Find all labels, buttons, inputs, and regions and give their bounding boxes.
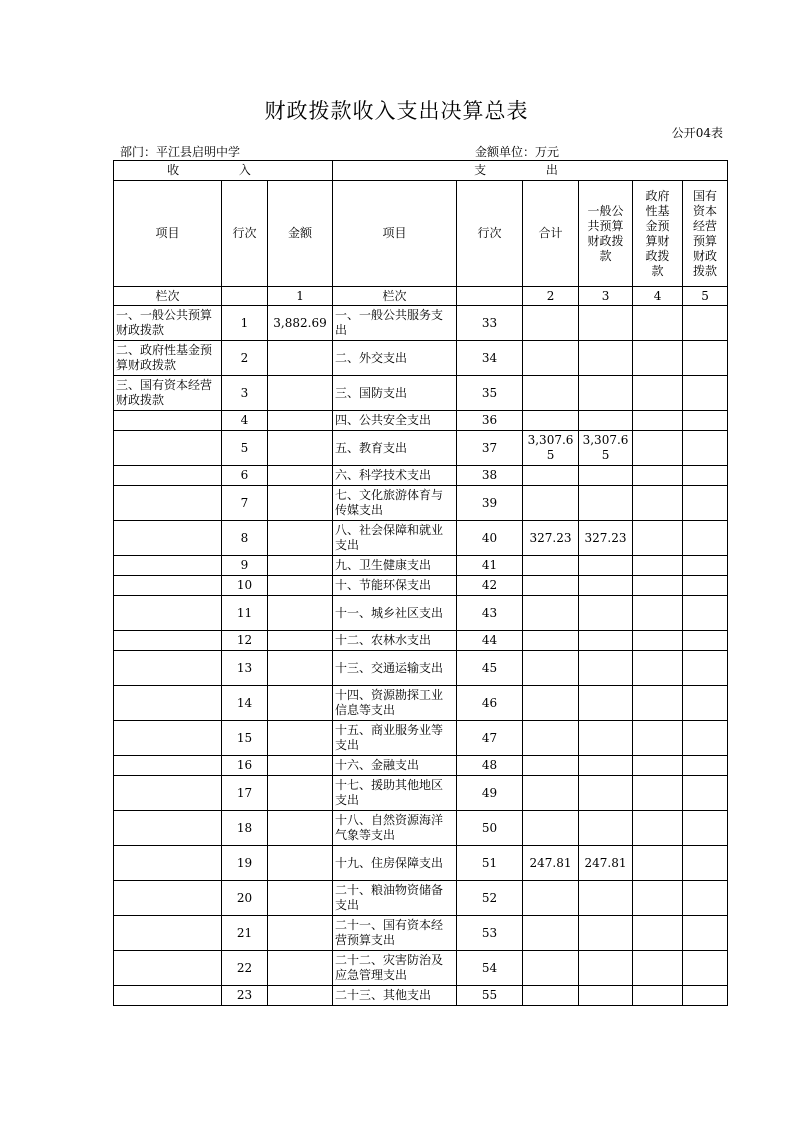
fund-budget-amount: [633, 486, 683, 521]
expense-line: 53: [457, 916, 523, 951]
state-capital-amount: [683, 306, 728, 341]
fund-budget-amount: [633, 596, 683, 631]
income-amount: [268, 431, 333, 466]
fund-budget-amount: [633, 521, 683, 556]
general-budget-amount: [579, 466, 633, 486]
total-amount: [523, 576, 579, 596]
total-amount: [523, 411, 579, 431]
expense-line: 37: [457, 431, 523, 466]
unit-label: 金额单位：万元: [475, 145, 560, 159]
state-capital-amount: [683, 576, 728, 596]
table-row: [114, 431, 728, 466]
income-line: 20: [222, 881, 268, 916]
state-capital-amount: [683, 916, 728, 951]
state-capital-amount: [683, 431, 728, 466]
table-row: [114, 951, 728, 986]
income-item: 三、国有资本经营财政拨款: [114, 376, 222, 411]
total-amount: [523, 341, 579, 376]
general-budget-amount: [579, 486, 633, 521]
general-budget-amount: [579, 306, 633, 341]
col-1: 1: [268, 287, 333, 306]
expense-item: 七、文化旅游体育与传媒支出: [333, 486, 457, 521]
income-amount: [268, 776, 333, 811]
fund-budget-amount: [633, 376, 683, 411]
expense-item: 三、国防支出: [333, 376, 457, 411]
column-number-row: [114, 287, 728, 306]
table-row: [114, 651, 728, 686]
general-budget-amount: [579, 576, 633, 596]
income-amount: [268, 916, 333, 951]
fiscal-table: [113, 160, 728, 1006]
expense-line: 55: [457, 986, 523, 1006]
expense-line: 33: [457, 306, 523, 341]
income-item: [114, 721, 222, 756]
income-item: 一、一般公共预算财政拨款: [114, 306, 222, 341]
fund-budget-amount: [633, 721, 683, 756]
general-budget-amount: [579, 986, 633, 1006]
income-item: [114, 596, 222, 631]
fund-budget-amount: [633, 811, 683, 846]
expense-item: 十四、资源勘探工业信息等支出: [333, 686, 457, 721]
expense-item: 十九、住房保障支出: [333, 846, 457, 881]
table-row: [114, 306, 728, 341]
total-amount: [523, 756, 579, 776]
income-line: 21: [222, 916, 268, 951]
total-amount: [523, 951, 579, 986]
table-row: [114, 846, 728, 881]
expense-line: 41: [457, 556, 523, 576]
general-budget-amount: [579, 651, 633, 686]
income-amount: [268, 466, 333, 486]
income-item: [114, 686, 222, 721]
income-line: 15: [222, 721, 268, 756]
income-line: 10: [222, 576, 268, 596]
income-item: [114, 486, 222, 521]
expense-header: 支 出: [333, 161, 728, 181]
state-capital-amount: [683, 686, 728, 721]
table-row: [114, 776, 728, 811]
expense-item: 八、社会保障和就业支出: [333, 521, 457, 556]
expense-item: 九、卫生健康支出: [333, 556, 457, 576]
state-capital-amount: [683, 411, 728, 431]
table-row: [114, 556, 728, 576]
fund-budget-amount: [633, 881, 683, 916]
expense-item: 十一、城乡社区支出: [333, 596, 457, 631]
income-item: [114, 846, 222, 881]
expense-item: 二十二、灾害防治及应急管理支出: [333, 951, 457, 986]
expense-line: 47: [457, 721, 523, 756]
state-capital-amount: [683, 466, 728, 486]
table-row: [114, 986, 728, 1006]
expense-item: 四、公共安全支出: [333, 411, 457, 431]
fund-budget-amount: [633, 556, 683, 576]
total-amount: [523, 631, 579, 651]
table-row: [114, 411, 728, 431]
general-budget-amount: [579, 556, 633, 576]
header-row-section: [114, 161, 728, 181]
general-budget-amount: [579, 916, 633, 951]
income-line: 22: [222, 951, 268, 986]
col-3: 3: [579, 287, 633, 306]
income-line-header: 行次: [222, 181, 268, 287]
fund-budget-amount: [633, 846, 683, 881]
income-amount: [268, 651, 333, 686]
income-line: 16: [222, 756, 268, 776]
expense-line: 52: [457, 881, 523, 916]
state-capital-amount: [683, 651, 728, 686]
state-capital-amount: [683, 881, 728, 916]
total-amount: [523, 651, 579, 686]
general-budget-amount: [579, 756, 633, 776]
income-amount: [268, 756, 333, 776]
total-amount: [523, 376, 579, 411]
table-row: [114, 721, 728, 756]
fund-budget-amount: [633, 431, 683, 466]
fund-budget-amount: [633, 651, 683, 686]
state-capital-amount: [683, 376, 728, 411]
expense-line: 45: [457, 651, 523, 686]
state-capital-amount: [683, 631, 728, 651]
fund-budget-amount: [633, 756, 683, 776]
income-item: [114, 556, 222, 576]
total-header: 合计: [523, 181, 579, 287]
state-capital-amount: [683, 986, 728, 1006]
fund-budget-amount: [633, 986, 683, 1006]
expense-item: 十五、商业服务业等支出: [333, 721, 457, 756]
expense-line: 36: [457, 411, 523, 431]
income-amount: [268, 811, 333, 846]
income-line: 2: [222, 341, 268, 376]
expense-item: 十、节能环保支出: [333, 576, 457, 596]
income-line: 4: [222, 411, 268, 431]
expense-line: 38: [457, 466, 523, 486]
income-item: [114, 756, 222, 776]
income-item: [114, 631, 222, 651]
table-row: [114, 576, 728, 596]
total-amount: [523, 811, 579, 846]
expense-item: 二十、粮油物资储备支出: [333, 881, 457, 916]
state-capital-amount: [683, 721, 728, 756]
total-amount: 247.81: [523, 846, 579, 881]
col-empty: [222, 287, 268, 306]
state-capital-amount: [683, 556, 728, 576]
total-amount: [523, 486, 579, 521]
general-budget-amount: 3,307.65: [579, 431, 633, 466]
fund-budget-amount: [633, 576, 683, 596]
table-row: [114, 466, 728, 486]
income-line: 7: [222, 486, 268, 521]
income-amount: [268, 411, 333, 431]
expense-line: 54: [457, 951, 523, 986]
income-amount-header: 金额: [268, 181, 333, 287]
expense-item: 十二、农林水支出: [333, 631, 457, 651]
expense-item: 十七、援助其他地区支出: [333, 776, 457, 811]
income-amount: [268, 986, 333, 1006]
income-item: [114, 521, 222, 556]
state-capital-amount: [683, 521, 728, 556]
income-amount: [268, 721, 333, 756]
income-line: 14: [222, 686, 268, 721]
income-item: [114, 411, 222, 431]
income-line: 3: [222, 376, 268, 411]
table-row: [114, 376, 728, 411]
col-label-2: 栏次: [333, 287, 457, 306]
income-item: [114, 916, 222, 951]
general-budget-amount: [579, 411, 633, 431]
expense-line: 34: [457, 341, 523, 376]
fund-budget-amount: [633, 916, 683, 951]
fund-budget-header: 政府性基金预算财政拨款: [633, 181, 683, 287]
income-amount: [268, 686, 333, 721]
table-code: 公开04表: [671, 126, 723, 140]
income-amount: [268, 846, 333, 881]
expense-line: 46: [457, 686, 523, 721]
state-capital-amount: [683, 756, 728, 776]
department-label: 部门：平江县启明中学: [120, 145, 241, 159]
expense-line: 50: [457, 811, 523, 846]
total-amount: 3,307.65: [523, 431, 579, 466]
income-line: 11: [222, 596, 268, 631]
income-amount: [268, 376, 333, 411]
income-amount: [268, 596, 333, 631]
income-item: [114, 951, 222, 986]
general-budget-amount: [579, 596, 633, 631]
page-title: 财政拨款收入支出决算总表: [264, 99, 529, 123]
expense-line-header: 行次: [457, 181, 523, 287]
general-budget-amount: [579, 811, 633, 846]
expense-line: 42: [457, 576, 523, 596]
total-amount: [523, 776, 579, 811]
total-amount: 327.23: [523, 521, 579, 556]
income-amount: [268, 631, 333, 651]
state-capital-amount: [683, 846, 728, 881]
income-line: 17: [222, 776, 268, 811]
total-amount: [523, 916, 579, 951]
expense-line: 40: [457, 521, 523, 556]
income-item: [114, 776, 222, 811]
expense-line: 39: [457, 486, 523, 521]
total-amount: [523, 881, 579, 916]
income-item: [114, 651, 222, 686]
fund-budget-amount: [633, 631, 683, 651]
fund-budget-amount: [633, 306, 683, 341]
table-row: [114, 631, 728, 651]
general-budget-amount: [579, 631, 633, 651]
income-line: 12: [222, 631, 268, 651]
income-amount: [268, 341, 333, 376]
fund-budget-amount: [633, 776, 683, 811]
income-line: 1: [222, 306, 268, 341]
fund-budget-amount: [633, 466, 683, 486]
col-5: 5: [683, 287, 728, 306]
income-item: [114, 431, 222, 466]
fund-budget-amount: [633, 411, 683, 431]
total-amount: [523, 556, 579, 576]
expense-item: 一、一般公共服务支出: [333, 306, 457, 341]
general-budget-amount: 327.23: [579, 521, 633, 556]
fund-budget-amount: [633, 951, 683, 986]
income-item: [114, 576, 222, 596]
expense-item: 十八、自然资源海洋气象等支出: [333, 811, 457, 846]
general-budget-amount: [579, 721, 633, 756]
col-label: 栏次: [114, 287, 222, 306]
general-budget-amount: [579, 376, 633, 411]
state-capital-amount: [683, 811, 728, 846]
expense-item-header: 项目: [333, 181, 457, 287]
expense-item: 五、教育支出: [333, 431, 457, 466]
table-row: [114, 686, 728, 721]
expense-item: 二十一、国有资本经营预算支出: [333, 916, 457, 951]
income-line: 6: [222, 466, 268, 486]
header-row-columns: [114, 181, 728, 287]
table-row: [114, 881, 728, 916]
expense-item: 二十三、其他支出: [333, 986, 457, 1006]
income-line: 18: [222, 811, 268, 846]
fund-budget-amount: [633, 341, 683, 376]
income-item-header: 项目: [114, 181, 222, 287]
general-budget-amount: 247.81: [579, 846, 633, 881]
expense-item: 十三、交通运输支出: [333, 651, 457, 686]
expense-line: 51: [457, 846, 523, 881]
state-capital-amount: [683, 776, 728, 811]
income-item: 二、政府性基金预算财政拨款: [114, 341, 222, 376]
state-capital-header: 国有资本经营预算财政拨款: [683, 181, 728, 287]
expense-line: 44: [457, 631, 523, 651]
table-row: [114, 916, 728, 951]
income-amount: [268, 556, 333, 576]
income-amount: [268, 521, 333, 556]
total-amount: [523, 986, 579, 1006]
income-line: 9: [222, 556, 268, 576]
income-amount: [268, 881, 333, 916]
total-amount: [523, 466, 579, 486]
expense-item: 二、外交支出: [333, 341, 457, 376]
total-amount: [523, 686, 579, 721]
income-item: [114, 466, 222, 486]
expense-line: 43: [457, 596, 523, 631]
general-budget-amount: [579, 881, 633, 916]
expense-line: 49: [457, 776, 523, 811]
general-budget-amount: [579, 341, 633, 376]
income-line: 23: [222, 986, 268, 1006]
total-amount: [523, 721, 579, 756]
income-header: 收 入: [114, 161, 333, 181]
col-empty-2: [457, 287, 523, 306]
table-row: [114, 596, 728, 631]
general-budget-header: 一般公共预算财政拨款: [579, 181, 633, 287]
state-capital-amount: [683, 486, 728, 521]
income-amount: [268, 576, 333, 596]
income-amount: [268, 486, 333, 521]
income-item: [114, 986, 222, 1006]
expense-line: 35: [457, 376, 523, 411]
table-row: [114, 521, 728, 556]
expense-line: 48: [457, 756, 523, 776]
total-amount: [523, 596, 579, 631]
table-row: [114, 486, 728, 521]
income-amount: 3,882.69: [268, 306, 333, 341]
income-amount: [268, 951, 333, 986]
state-capital-amount: [683, 951, 728, 986]
general-budget-amount: [579, 951, 633, 986]
table-row: [114, 341, 728, 376]
col-4: 4: [633, 287, 683, 306]
general-budget-amount: [579, 776, 633, 811]
state-capital-amount: [683, 341, 728, 376]
total-amount: [523, 306, 579, 341]
fund-budget-amount: [633, 686, 683, 721]
expense-item: 十六、金融支出: [333, 756, 457, 776]
income-line: 8: [222, 521, 268, 556]
state-capital-amount: [683, 596, 728, 631]
income-item: [114, 811, 222, 846]
table-row: [114, 811, 728, 846]
general-budget-amount: [579, 686, 633, 721]
table-row: [114, 756, 728, 776]
income-line: 19: [222, 846, 268, 881]
expense-item: 六、科学技术支出: [333, 466, 457, 486]
income-item: [114, 881, 222, 916]
income-line: 5: [222, 431, 268, 466]
income-line: 13: [222, 651, 268, 686]
col-2: 2: [523, 287, 579, 306]
